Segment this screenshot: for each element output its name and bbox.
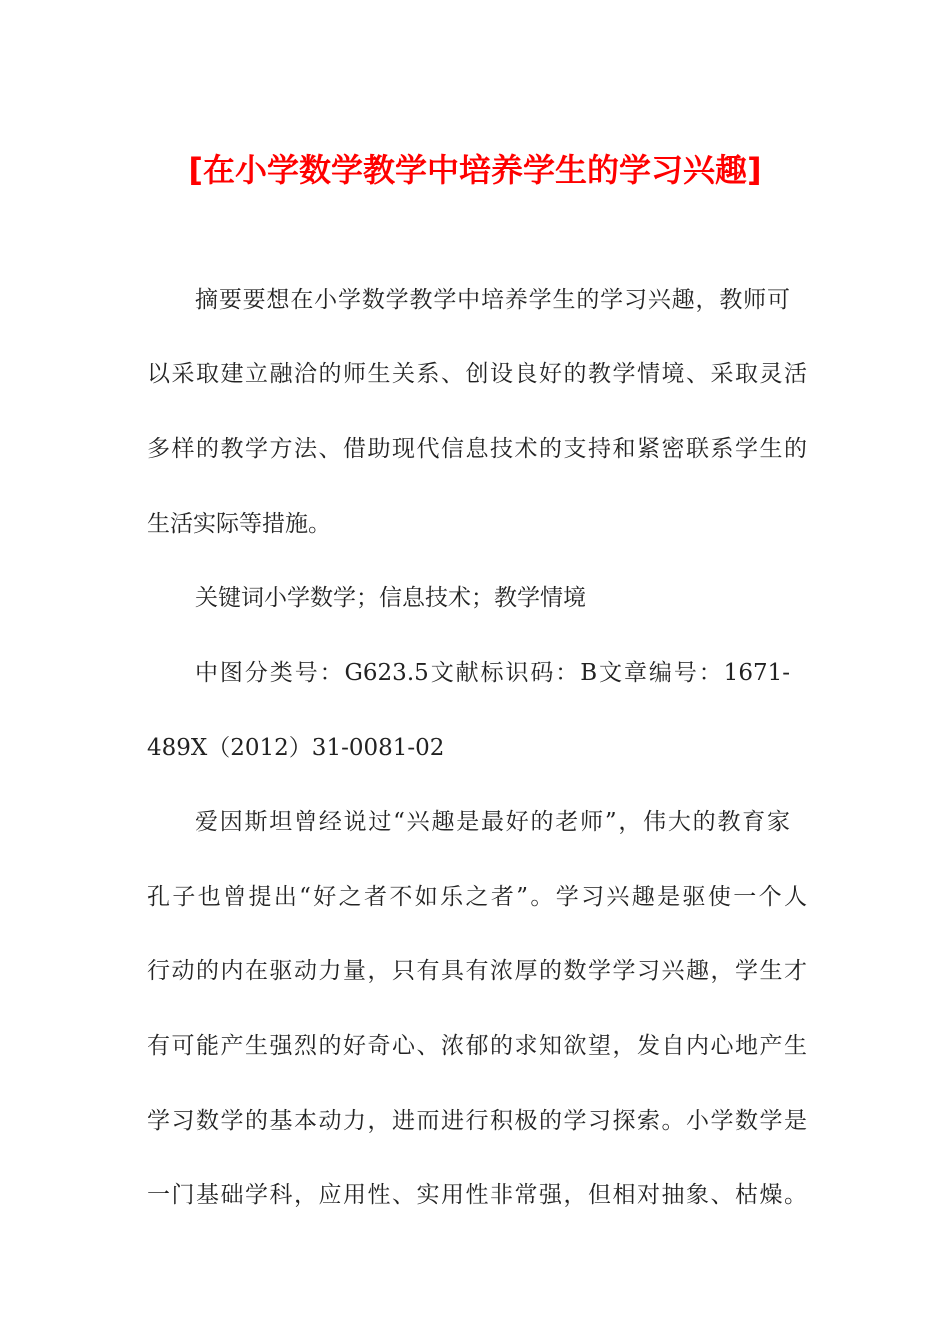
abstract-line-1: 摘要要想在小学数学教学中培养学生的学习兴趣，教师可 (195, 287, 790, 313)
keywords-line: 关键词小学数学；信息技术；教学情境 (195, 585, 586, 611)
abstract-line-4: 生活实际等措施。 (147, 511, 331, 537)
abstract-line-2: 以采取建立融洽的师生关系、创设良好的教学情境、采取灵活 (147, 361, 807, 387)
body-line-3: 行动的内在驱动力量，只有具有浓厚的数学学习兴趣，学生才 (147, 958, 807, 984)
body-line-1: 爱因斯坦曾经说过“兴趣是最好的老师”，伟大的教育家 (195, 809, 790, 835)
classification-line-2: 489X（2012）31-0081-02 (147, 735, 445, 761)
classification-line-1: 中图分类号：G623.5文献标识码：B文章编号：1671- (195, 660, 790, 686)
body-line-5: 学习数学的基本动力，进而进行积极的学习探索。小学数学是 (147, 1108, 807, 1134)
document-title: [在小学数学教学中培养学生的学习兴趣] (188, 151, 762, 189)
body-line-2: 孔子也曾提出“好之者不如乐之者”。学习兴趣是驱使一个人 (147, 884, 807, 910)
body-line-4: 有可能产生强烈的好奇心、浓郁的求知欲望，发自内心地产生 (147, 1033, 807, 1059)
body-line-6: 一门基础学科，应用性、实用性非常强，但相对抽象、枯燥。 (147, 1182, 807, 1208)
abstract-line-3: 多样的教学方法、借助现代信息技术的支持和紧密联系学生的 (147, 436, 807, 462)
